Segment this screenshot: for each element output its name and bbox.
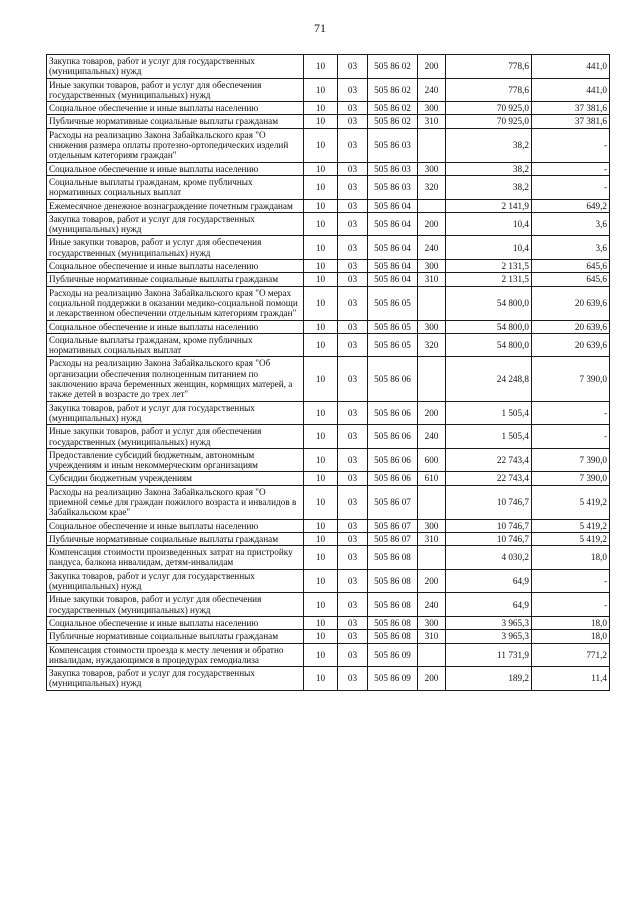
row-name-cell: Социальные выплаты гражданам, кроме публичных нормативных социальных выплат (47, 333, 304, 357)
row-name-cell: Закупка товаров, работ и услуг для государственных (муниципальных) нужд (47, 55, 304, 79)
amount-executed-cell: 441,0 (532, 55, 610, 79)
row-name-cell: Компенсация стоимости произведенных затрат на пристройку пандуса, балкона инвалидам, детям-инвалидам (47, 546, 304, 570)
table-row (47, 212, 610, 236)
target-article-cell: 505 86 02 (368, 78, 418, 102)
row-name-cell: Социальное обеспечение и иные выплаты населению (47, 320, 304, 333)
row-name-cell: Расходы на реализацию Закона Забайкальского края "О мерах социальной поддержки в оказании медико-социальной помощи и лекарственном обеспечении отдельным категориям граждан" (47, 286, 304, 320)
target-article-cell: 505 86 08 (368, 569, 418, 593)
amount-planned-cell: 11 731,9 (446, 643, 532, 667)
amount-executed-cell: 5 419,2 (532, 519, 610, 532)
subsection-code-cell: 03 (338, 273, 368, 286)
amount-planned-cell: 3 965,3 (446, 630, 532, 643)
row-name-cell: Социальное обеспечение и иные выплаты населению (47, 519, 304, 532)
subsection-code-cell: 03 (338, 425, 368, 449)
amount-executed-cell: 11,4 (532, 667, 610, 691)
subsection-code-cell: 03 (338, 55, 368, 79)
subsection-code-cell: 03 (338, 175, 368, 199)
target-article-cell: 505 86 08 (368, 616, 418, 629)
amount-planned-cell: 2 131,5 (446, 260, 532, 273)
amount-executed-cell: 441,0 (532, 78, 610, 102)
amount-planned-cell: 10,4 (446, 212, 532, 236)
row-name-cell: Закупка товаров, работ и услуг для государственных (муниципальных) нужд (47, 212, 304, 236)
target-article-cell: 505 86 02 (368, 102, 418, 115)
amount-executed-cell: - (532, 593, 610, 617)
target-article-cell: 505 86 03 (368, 175, 418, 199)
page-number: 71 (314, 21, 326, 35)
row-name-cell: Предоставление субсидий бюджетным, автономным учреждениям и иным некоммерческим организациям (47, 448, 304, 472)
amount-executed-cell: 649,2 (532, 199, 610, 212)
table-row (47, 320, 610, 333)
amount-executed-cell: - (532, 162, 610, 175)
amount-executed-cell: 7 390,0 (532, 472, 610, 485)
target-article-cell: 505 86 04 (368, 260, 418, 273)
section-code-cell: 10 (304, 546, 338, 570)
section-code-cell: 10 (304, 569, 338, 593)
target-article-cell: 505 86 02 (368, 55, 418, 79)
row-name-cell: Социальные выплаты гражданам, кроме публичных нормативных социальных выплат (47, 175, 304, 199)
expense-type-cell: 320 (418, 175, 446, 199)
section-code-cell: 10 (304, 102, 338, 115)
table-row (47, 472, 610, 485)
amount-executed-cell: 20 639,6 (532, 320, 610, 333)
subsection-code-cell: 03 (338, 485, 368, 519)
amount-planned-cell: 54 800,0 (446, 286, 532, 320)
subsection-code-cell: 03 (338, 333, 368, 357)
table-row (47, 448, 610, 472)
expense-type-cell (418, 199, 446, 212)
section-code-cell: 10 (304, 448, 338, 472)
table-row (47, 425, 610, 449)
amount-executed-cell: 37 381,6 (532, 115, 610, 128)
section-code-cell: 10 (304, 273, 338, 286)
subsection-code-cell: 03 (338, 199, 368, 212)
section-code-cell: 10 (304, 485, 338, 519)
table-row (47, 532, 610, 545)
subsection-code-cell: 03 (338, 448, 368, 472)
amount-planned-cell: 24 248,8 (446, 357, 532, 401)
table-row (47, 260, 610, 273)
amount-planned-cell: 10 746,7 (446, 532, 532, 545)
row-name-cell: Расходы на реализацию Закона Забайкальского края "О снижения размера оплаты протезно-ортопедических изделий отдельным категориям граждан" (47, 128, 304, 162)
subsection-code-cell: 03 (338, 401, 368, 425)
target-article-cell: 505 86 09 (368, 643, 418, 667)
row-name-cell: Расходы на реализацию Закона Забайкальского края "О приемной семье для граждан пожилого возраста и инвалидов в Забайкальском крае" (47, 485, 304, 519)
table-row (47, 667, 610, 691)
subsection-code-cell: 03 (338, 78, 368, 102)
section-code-cell: 10 (304, 55, 338, 79)
expense-type-cell: 200 (418, 569, 446, 593)
target-article-cell: 505 86 04 (368, 273, 418, 286)
amount-planned-cell: 22 743,4 (446, 472, 532, 485)
amount-executed-cell: 20 639,6 (532, 286, 610, 320)
row-name-cell: Закупка товаров, работ и услуг для государственных (муниципальных) нужд (47, 569, 304, 593)
amount-planned-cell: 189,2 (446, 667, 532, 691)
amount-planned-cell: 64,9 (446, 569, 532, 593)
table-row (47, 115, 610, 128)
expense-type-cell (418, 546, 446, 570)
amount-planned-cell: 10,4 (446, 236, 532, 260)
amount-planned-cell: 54 800,0 (446, 320, 532, 333)
target-article-cell: 505 86 02 (368, 115, 418, 128)
expense-type-cell (418, 286, 446, 320)
amount-planned-cell: 4 030,2 (446, 546, 532, 570)
table-row (47, 286, 610, 320)
target-article-cell: 505 86 05 (368, 286, 418, 320)
subsection-code-cell: 03 (338, 286, 368, 320)
table-row (47, 175, 610, 199)
expense-type-cell: 200 (418, 212, 446, 236)
section-code-cell: 10 (304, 236, 338, 260)
target-article-cell: 505 86 07 (368, 519, 418, 532)
amount-executed-cell: 771,2 (532, 643, 610, 667)
row-name-cell: Социальное обеспечение и иные выплаты населению (47, 260, 304, 273)
section-code-cell: 10 (304, 401, 338, 425)
expense-type-cell: 320 (418, 333, 446, 357)
amount-executed-cell: 37 381,6 (532, 102, 610, 115)
section-code-cell: 10 (304, 115, 338, 128)
target-article-cell: 505 86 06 (368, 448, 418, 472)
row-name-cell: Иные закупки товаров, работ и услуг для обеспечения государственных (муниципальных) нужд (47, 425, 304, 449)
expense-type-cell: 310 (418, 630, 446, 643)
amount-planned-cell: 3 965,3 (446, 616, 532, 629)
amount-executed-cell: - (532, 569, 610, 593)
subsection-code-cell: 03 (338, 532, 368, 545)
budget-table (46, 54, 610, 691)
table-row (47, 55, 610, 79)
table-row (47, 199, 610, 212)
subsection-code-cell: 03 (338, 519, 368, 532)
row-name-cell: Компенсация стоимости проезда к месту лечения и обратно инвалидам, нуждающимся в процедурах гемодиализа (47, 643, 304, 667)
amount-executed-cell: 18,0 (532, 616, 610, 629)
row-name-cell: Иные закупки товаров, работ и услуг для обеспечения государственных (муниципальных) нужд (47, 78, 304, 102)
expense-type-cell: 240 (418, 236, 446, 260)
expense-type-cell: 200 (418, 55, 446, 79)
amount-planned-cell: 778,6 (446, 55, 532, 79)
expense-type-cell: 300 (418, 260, 446, 273)
table-row (47, 569, 610, 593)
amount-planned-cell: 70 925,0 (446, 102, 532, 115)
target-article-cell: 505 86 08 (368, 593, 418, 617)
expense-type-cell (418, 643, 446, 667)
target-article-cell: 505 86 05 (368, 320, 418, 333)
expense-type-cell: 200 (418, 667, 446, 691)
section-code-cell: 10 (304, 78, 338, 102)
amount-planned-cell: 54 800,0 (446, 333, 532, 357)
row-name-cell: Социальное обеспечение и иные выплаты населению (47, 616, 304, 629)
target-article-cell: 505 86 06 (368, 401, 418, 425)
table-row (47, 162, 610, 175)
amount-planned-cell: 10 746,7 (446, 485, 532, 519)
row-name-cell: Иные закупки товаров, работ и услуг для обеспечения государственных (муниципальных) нужд (47, 593, 304, 617)
row-name-cell: Социальное обеспечение и иные выплаты населению (47, 102, 304, 115)
amount-executed-cell: 645,6 (532, 273, 610, 286)
table-row (47, 102, 610, 115)
amount-executed-cell: 5 419,2 (532, 485, 610, 519)
amount-planned-cell: 2 141,9 (446, 199, 532, 212)
subsection-code-cell: 03 (338, 643, 368, 667)
table-row (47, 78, 610, 102)
target-article-cell: 505 86 05 (368, 333, 418, 357)
amount-planned-cell: 10 746,7 (446, 519, 532, 532)
row-name-cell: Закупка товаров, работ и услуг для государственных (муниципальных) нужд (47, 667, 304, 691)
table-row (47, 236, 610, 260)
amount-executed-cell: 7 390,0 (532, 357, 610, 401)
expense-type-cell: 310 (418, 273, 446, 286)
target-article-cell: 505 86 06 (368, 357, 418, 401)
section-code-cell: 10 (304, 333, 338, 357)
table-body (47, 55, 610, 691)
amount-planned-cell: 778,6 (446, 78, 532, 102)
section-code-cell: 10 (304, 212, 338, 236)
section-code-cell: 10 (304, 175, 338, 199)
row-name-cell: Публичные нормативные социальные выплаты гражданам (47, 630, 304, 643)
amount-planned-cell: 38,2 (446, 162, 532, 175)
table-row (47, 519, 610, 532)
section-code-cell: 10 (304, 357, 338, 401)
amount-executed-cell: 645,6 (532, 260, 610, 273)
table-row (47, 357, 610, 401)
row-name-cell: Закупка товаров, работ и услуг для государственных (муниципальных) нужд (47, 401, 304, 425)
amount-executed-cell: - (532, 401, 610, 425)
expense-type-cell (418, 485, 446, 519)
row-name-cell: Публичные нормативные социальные выплаты гражданам (47, 532, 304, 545)
expense-type-cell: 300 (418, 519, 446, 532)
section-code-cell: 10 (304, 519, 338, 532)
expense-type-cell: 240 (418, 78, 446, 102)
expense-type-cell: 300 (418, 616, 446, 629)
amount-executed-cell: 5 419,2 (532, 532, 610, 545)
section-code-cell: 10 (304, 425, 338, 449)
subsection-code-cell: 03 (338, 115, 368, 128)
amount-executed-cell: 20 639,6 (532, 333, 610, 357)
amount-executed-cell: 3,6 (532, 212, 610, 236)
expense-type-cell: 200 (418, 401, 446, 425)
subsection-code-cell: 03 (338, 593, 368, 617)
expense-type-cell (418, 357, 446, 401)
subsection-code-cell: 03 (338, 546, 368, 570)
row-name-cell: Публичные нормативные социальные выплаты гражданам (47, 115, 304, 128)
table-row (47, 128, 610, 162)
subsection-code-cell: 03 (338, 569, 368, 593)
subsection-code-cell: 03 (338, 472, 368, 485)
table-row (47, 333, 610, 357)
row-name-cell: Субсидии бюджетным учреждениям (47, 472, 304, 485)
row-name-cell: Ежемесячное денежное вознаграждение почетным гражданам (47, 199, 304, 212)
subsection-code-cell: 03 (338, 162, 368, 175)
section-code-cell: 10 (304, 643, 338, 667)
amount-planned-cell: 70 925,0 (446, 115, 532, 128)
table-row (47, 401, 610, 425)
subsection-code-cell: 03 (338, 616, 368, 629)
target-article-cell: 505 86 08 (368, 630, 418, 643)
expense-type-cell (418, 128, 446, 162)
section-code-cell: 10 (304, 286, 338, 320)
row-name-cell: Социальное обеспечение и иные выплаты населению (47, 162, 304, 175)
target-article-cell: 505 86 03 (368, 128, 418, 162)
table-row (47, 643, 610, 667)
amount-executed-cell: - (532, 128, 610, 162)
section-code-cell: 10 (304, 260, 338, 273)
target-article-cell: 505 86 06 (368, 472, 418, 485)
section-code-cell: 10 (304, 616, 338, 629)
expense-type-cell: 240 (418, 425, 446, 449)
target-article-cell: 505 86 07 (368, 485, 418, 519)
expense-type-cell: 610 (418, 472, 446, 485)
subsection-code-cell: 03 (338, 357, 368, 401)
subsection-code-cell: 03 (338, 236, 368, 260)
amount-executed-cell: - (532, 425, 610, 449)
amount-planned-cell: 38,2 (446, 175, 532, 199)
target-article-cell: 505 86 06 (368, 425, 418, 449)
subsection-code-cell: 03 (338, 128, 368, 162)
section-code-cell: 10 (304, 472, 338, 485)
subsection-code-cell: 03 (338, 630, 368, 643)
section-code-cell: 10 (304, 199, 338, 212)
section-code-cell: 10 (304, 667, 338, 691)
subsection-code-cell: 03 (338, 320, 368, 333)
expense-type-cell: 300 (418, 320, 446, 333)
amount-executed-cell: 18,0 (532, 630, 610, 643)
section-code-cell: 10 (304, 162, 338, 175)
expense-type-cell: 240 (418, 593, 446, 617)
expense-type-cell: 300 (418, 102, 446, 115)
table-row (47, 485, 610, 519)
table-row (47, 630, 610, 643)
table-row (47, 616, 610, 629)
table-row (47, 593, 610, 617)
amount-executed-cell: - (532, 175, 610, 199)
table-row (47, 546, 610, 570)
subsection-code-cell: 03 (338, 260, 368, 273)
amount-executed-cell: 3,6 (532, 236, 610, 260)
row-name-cell: Расходы на реализацию Закона Забайкальского края "Об организации обеспечения полноценным питанием по заключению врача беременных женщин, кормящих матерей, а также детей в возрасте до трех лет" (47, 357, 304, 401)
expense-type-cell: 310 (418, 115, 446, 128)
amount-planned-cell: 1 505,4 (446, 401, 532, 425)
amount-executed-cell: 7 390,0 (532, 448, 610, 472)
section-code-cell: 10 (304, 593, 338, 617)
subsection-code-cell: 03 (338, 212, 368, 236)
expense-type-cell: 600 (418, 448, 446, 472)
section-code-cell: 10 (304, 320, 338, 333)
row-name-cell: Публичные нормативные социальные выплаты гражданам (47, 273, 304, 286)
target-article-cell: 505 86 09 (368, 667, 418, 691)
expense-type-cell: 300 (418, 162, 446, 175)
target-article-cell: 505 86 03 (368, 162, 418, 175)
amount-planned-cell: 2 131,5 (446, 273, 532, 286)
expense-type-cell: 310 (418, 532, 446, 545)
target-article-cell: 505 86 04 (368, 199, 418, 212)
section-code-cell: 10 (304, 532, 338, 545)
table-row (47, 273, 610, 286)
amount-planned-cell: 64,9 (446, 593, 532, 617)
target-article-cell: 505 86 07 (368, 532, 418, 545)
target-article-cell: 505 86 04 (368, 212, 418, 236)
section-code-cell: 10 (304, 630, 338, 643)
target-article-cell: 505 86 04 (368, 236, 418, 260)
amount-planned-cell: 22 743,4 (446, 448, 532, 472)
subsection-code-cell: 03 (338, 102, 368, 115)
amount-planned-cell: 1 505,4 (446, 425, 532, 449)
row-name-cell: Иные закупки товаров, работ и услуг для обеспечения государственных (муниципальных) нужд (47, 236, 304, 260)
subsection-code-cell: 03 (338, 667, 368, 691)
section-code-cell: 10 (304, 128, 338, 162)
target-article-cell: 505 86 08 (368, 546, 418, 570)
amount-planned-cell: 38,2 (446, 128, 532, 162)
amount-executed-cell: 18,0 (532, 546, 610, 570)
